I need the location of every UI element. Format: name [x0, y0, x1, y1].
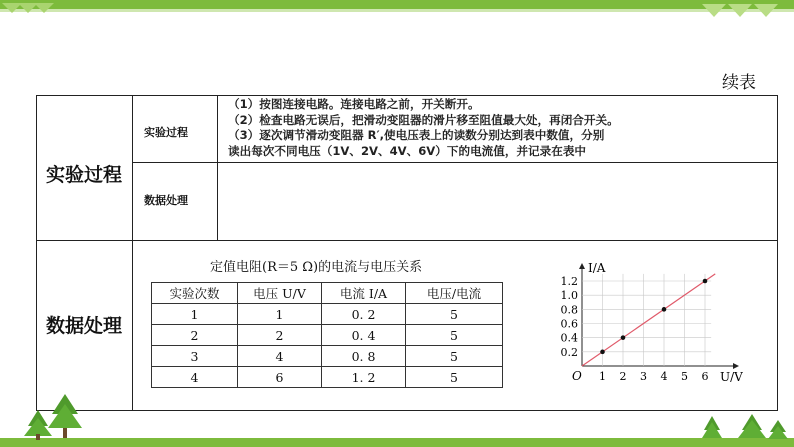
x-tick-label: 3 [640, 370, 647, 383]
table-cell: 4 [152, 367, 238, 388]
continued-label: 续表 [722, 73, 756, 93]
table-cell: 1 [152, 304, 238, 325]
decor-triangle [728, 4, 752, 17]
y-tick-label: 0.8 [560, 303, 578, 317]
x-axis-label: U/V [720, 370, 743, 384]
step-line: 读出每次不同电压（1V、2V、4V、6V）下的电流值，并记录在表中 [228, 143, 587, 158]
table-row [152, 325, 503, 346]
table-cell: 4 [238, 346, 322, 367]
x-tick-label: 6 [701, 370, 709, 383]
y-tick-label: 1.0 [560, 289, 578, 303]
data-point [600, 350, 605, 355]
table-cell: 2 [238, 325, 322, 346]
data-table [151, 282, 503, 388]
grid-line [132, 162, 777, 163]
iu-graph [540, 256, 750, 386]
table-cell: 1. 2 [322, 367, 406, 388]
table-cell: 1 [238, 304, 322, 325]
step-line: （1）按图连接电路。连接电路之前，开关断开。 [228, 97, 480, 111]
table-cell: 5 [406, 325, 503, 346]
decor-triangle [754, 4, 778, 17]
table-header: 电流 I/A [322, 283, 406, 304]
table-row [152, 367, 503, 388]
table-cell: 0. 8 [322, 346, 406, 367]
tree-decoration [20, 392, 100, 440]
step-line: （3）逐次调节滑动变阻器 R′,使电压表上的读数分别达到表中数值，分别 [228, 128, 605, 142]
step-line: （2）检查电路无误后，把滑动变阻器的滑片移至阻值最大处，再闭合开关。 [228, 112, 619, 127]
top-bar-light [0, 9, 794, 12]
table-row [152, 346, 503, 367]
y-tick-label: 0.2 [560, 345, 578, 359]
grid-line [132, 96, 133, 410]
bottom-bar [0, 438, 794, 447]
process-subheading: 实验过程 [144, 126, 188, 139]
table-cell: 5 [406, 367, 503, 388]
y-tick-label: 1.2 [560, 275, 578, 289]
data-point [621, 335, 626, 340]
table-cell: 3 [152, 346, 238, 367]
grid-line [37, 240, 777, 241]
table-cell: 6 [238, 367, 322, 388]
table-cell: 0. 4 [322, 325, 406, 346]
x-tick-label: 4 [660, 370, 668, 383]
table-cell: 0. 2 [322, 304, 406, 325]
table-row [152, 304, 503, 325]
y-tick-label: 0.4 [560, 331, 578, 345]
x-tick-label: 5 [681, 370, 688, 383]
grid-line [217, 96, 218, 240]
process-heading: 实验过程 [46, 164, 123, 186]
table-cell: 2 [152, 325, 238, 346]
table-header: 实验次数 [152, 283, 238, 304]
data-heading: 数据处理 [46, 315, 123, 337]
tree-decoration [700, 412, 790, 440]
procedure-steps [228, 97, 776, 159]
table-header: 电压 U/V [238, 283, 322, 304]
top-bar [0, 0, 794, 9]
origin-label: O [572, 369, 582, 383]
x-tick-label: 2 [619, 370, 627, 383]
y-tick-label: 0.6 [560, 317, 578, 331]
data-point [662, 307, 667, 312]
table-cell: 5 [406, 304, 503, 325]
decor-triangle [702, 4, 726, 17]
decor-triangle [34, 3, 54, 13]
data-subheading: 数据处理 [144, 194, 188, 207]
table-header: 电压/电流 [406, 283, 503, 304]
data-table-title: 定值电阻(R＝5 Ω)的电流与电压关系 [210, 260, 423, 275]
table-header-row [152, 283, 503, 304]
data-point [703, 279, 708, 284]
y-axis-label: I/A [588, 261, 606, 275]
x-tick-label: 1 [599, 370, 606, 383]
table-cell: 5 [406, 346, 503, 367]
